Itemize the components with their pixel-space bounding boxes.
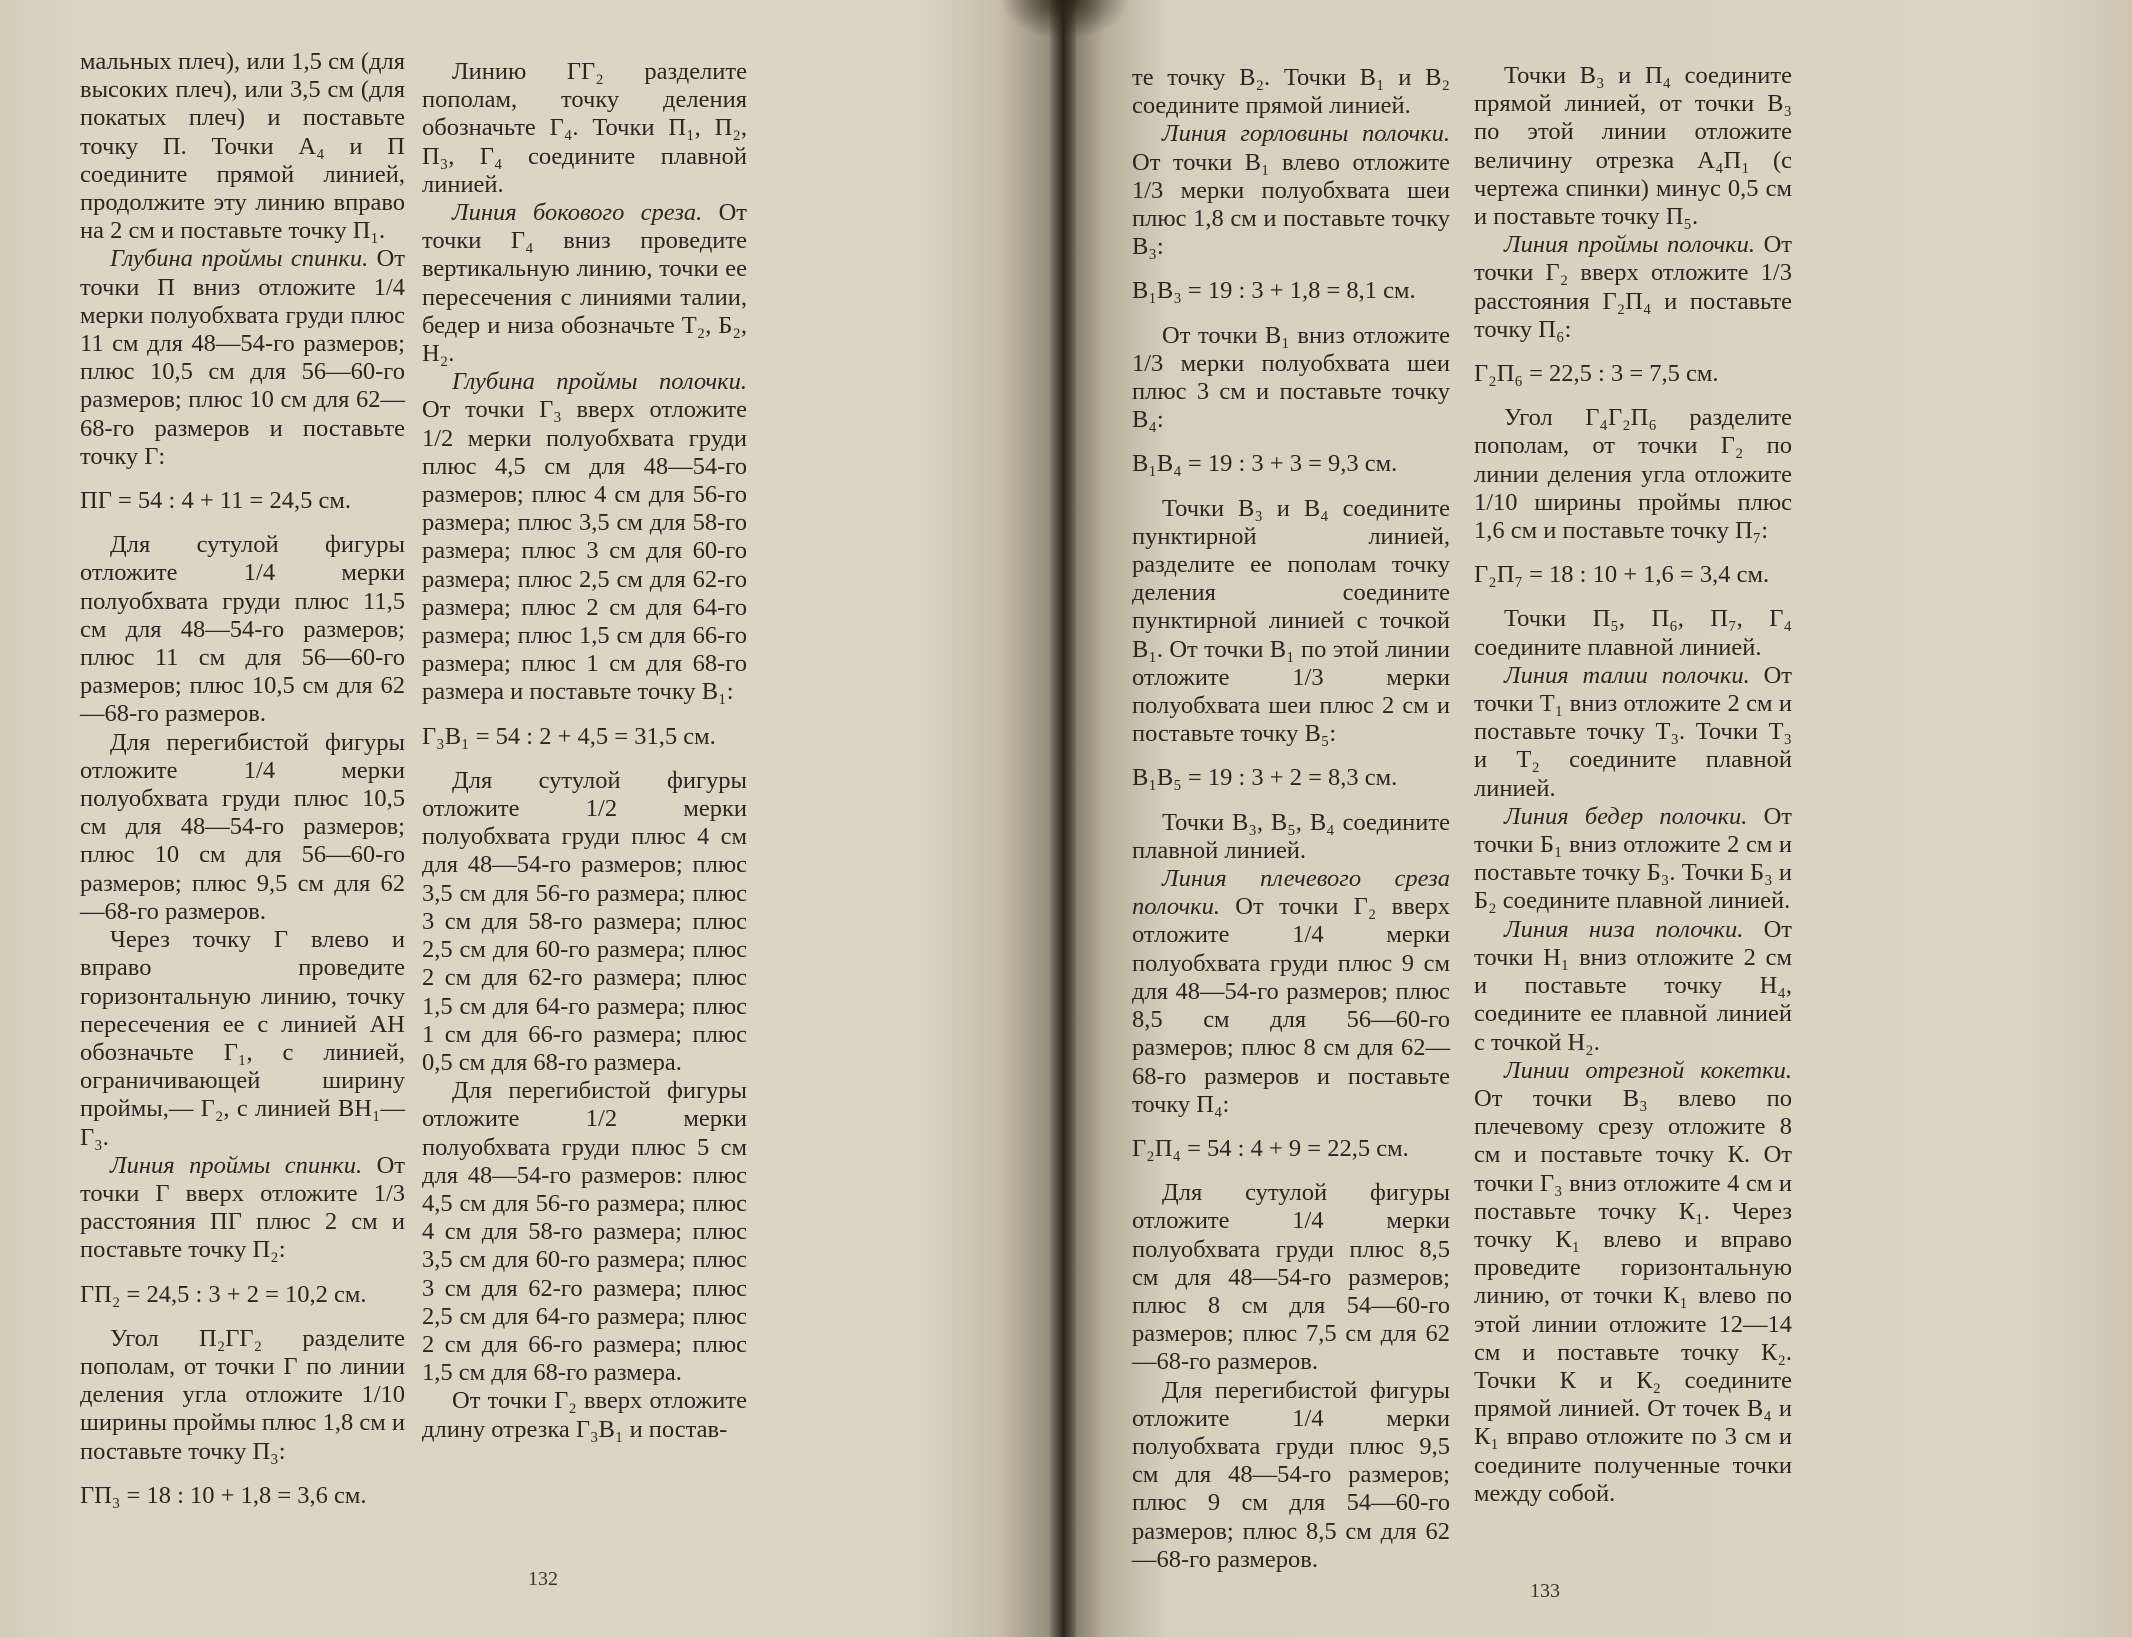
- paragraph: [80, 729, 405, 926]
- paragraph-text: Точки В₃ и П₄ соедините прямой линией, от точки В₃ по этой линии отложите величину отрезка А₄П₁ (с чертежа спинки) минус 0,5 см и поставьте точку П₅.: [1474, 62, 1792, 231]
- paragraph-text: Точки В₃, В₅, В₄ соедините плавной линией.: [1132, 808, 1450, 864]
- paragraph: [1474, 916, 1792, 1057]
- formula-line: Г₃В₁ = 54 : 2 + 4,5 = 31,5 см.: [422, 722, 716, 750]
- paragraph-text: От точки Т₁ вниз отложите 2 см и поставьте точку Т₃. Точки Т₃ и Т₂ соедините плавной линией.: [1474, 661, 1792, 802]
- paragraph-text: Для перегибистой фигуры отложите 1/4 мерки полуобхвата груди плюс 9,5 см для 48—54-го размеров; плюс 9 см для 54—60-го размеров; плюс 8,5 см для 62—68-го размеров.: [1132, 1376, 1450, 1573]
- paragraph: [80, 245, 405, 471]
- paragraph: [1474, 662, 1792, 803]
- paragraph: [1474, 62, 1792, 231]
- paragraph-text: От точки П вниз отложите 1/4 мерки полуобхвата груди плюс 11 см для 48—54-го размеров; плюс 10,5 см для 56—60-го размеров; плюс 10 см для 62—68-го размеров и поставьте точку Г:: [80, 245, 406, 470]
- paragraph-continuation: те точку В₂. Точки В₁ и В₂ соедините прямой линией.: [1132, 64, 1450, 120]
- paragraph: [1132, 865, 1450, 1119]
- paragraph-text: От точки Г₄ вниз проведите вертикальную линию, точки ее пересечения с линиями талии, бедер и низа обозначьте Т₂, Б₂, Н₂.: [422, 199, 747, 368]
- paragraph-text: От точки Г вверх отложите 1/3 расстояния ПГ плюс 2 см и поставьте точку П₂:: [80, 1151, 405, 1264]
- paragraph-text: От точки Н₁ вниз отложите 2 см и поставьте точку Н₄, соедините ее плавной линией с точкой Н₂.: [1474, 915, 1793, 1056]
- section-heading-inline: Глубина проймы полочки.: [452, 368, 747, 396]
- paragraph-text: Для перегибистой фигуры отложите 1/4 мерки полуобхвата груди плюс 10,5 см для 48—54-го размеров; плюс 10 см для 56—60-го размеров; плюс 9,5 см для 62—68-го размеров.: [80, 728, 405, 925]
- section-heading-inline: Линия плечевого среза полочки.: [1132, 865, 1450, 921]
- paragraph-text: От точки Г₃ вверх отложите 1/2 мерки полуобхвата груди плюс 4,5 см для 48—54-го размеров; плюс 4 см для 56-го размера; плюс 3,5 см для 58-го размера; плюс 3 см для 60-го размера; плюс 2,5 см для 62-го размера; плюс 2 см для 64-го размера; плюс 1,5 см для 66-го размера; плюс 1 см для 68-го размера и поставьте точку В₁:: [422, 396, 747, 706]
- paragraph: [1132, 495, 1450, 749]
- section-heading-inline: Линия низа полочки.: [1504, 915, 1744, 943]
- paragraph: [422, 199, 747, 368]
- section-heading-inline: Линия горловины полочки.: [1162, 120, 1450, 148]
- formula-line: Г₂П₆ = 22,5 : 3 = 7,5 см.: [1474, 360, 1719, 388]
- paragraph-text: Через точку Г влево и вправо проведите горизонтальную линию, точку пересечения ее с линией АН обозначьте Г₁, с линией, ограничивающей ширину проймы,— Г₂, с линией ВН₁—Г₃.: [80, 926, 405, 1151]
- paragraph: [422, 767, 747, 1077]
- page-number-right: 133: [1530, 1580, 1560, 1602]
- section-heading-inline: Линия проймы спинки.: [110, 1151, 363, 1179]
- formula-line: В₁В₅ = 19 : 3 + 2 = 8,3 см.: [1132, 764, 1398, 792]
- formula-line: ГП₂ = 24,5 : 3 + 2 = 10,2 см.: [80, 1280, 367, 1308]
- paragraph: [1474, 605, 1792, 661]
- paragraph: [1132, 120, 1450, 261]
- section-heading-inline: Линия бокового среза.: [452, 199, 703, 227]
- paragraph-text: Для сутулой фигуры отложите 1/4 мерки полуобхвата груди плюс 11,5 см для 48—54-го размеров; плюс 11 см для 56—60-го размеров; плюс 10,5 см для 62—68-го размеров.: [80, 531, 405, 728]
- paragraph-text: От точки В₃ влево по плечевому срезу отложите 8 см и поставьте точку К. От точки Г₃ вниз отложите 4 см и поставьте точку К₁. Через точку К₁ влево и вправо проведите горизонтальную линию, от точки К₁ влево по этой линии отложите 12—14 см и поставьте точку К₂. Точки К и К₂ соедините прямой линией. От точек В₄ и К₁ вправо отложите по 3 см и соедините полученные точки между собой.: [1474, 1084, 1792, 1507]
- formula-line: В₁В₄ = 19 : 3 + 3 = 9,3 см.: [1132, 450, 1398, 478]
- paragraph-text: Линию ГГ₂ разделите пополам, точку деления обозначьте Г₄. Точки П₁, П₂, П₃, Г₄ соедините плавной линией.: [422, 58, 747, 198]
- paragraph-text: Для сутулой фигуры отложите 1/4 мерки полуобхвата груди плюс 8,5 см для 48—54-го размеров; плюс 8 см для 54—60-го размеров; плюс 7,5 см для 62—68-го размеров.: [1132, 1179, 1450, 1376]
- paragraph: [1132, 809, 1450, 865]
- formula-line: В₁В₃ = 19 : 3 + 1,8 = 8,1 см.: [1132, 277, 1416, 305]
- formula-line: ГП₃ = 18 : 10 + 1,8 = 3,6 см.: [80, 1481, 367, 1509]
- section-heading-inline: Линия проймы полочки.: [1504, 231, 1756, 259]
- paragraph-text: Угол Г₄Г₂П₆ разделите пополам, от точки Г₂ по линии деления угла отложите 1/10 ширины проймы плюс 1,6 см и поставьте точку П₇:: [1474, 404, 1792, 545]
- section-heading-inline: Глубина проймы спинки.: [110, 245, 369, 273]
- paragraph: [1132, 1377, 1450, 1574]
- paragraph-text: Для сутулой фигуры отложите 1/2 мерки полуобхвата груди плюс 4 см для 48—54-го размеров; плюс 3,5 см для 56-го размера; плюс 3 см для 58-го размера; плюс 2,5 см для 60-го размера; плюс 2 см для 62-го размера; плюс 1,5 см для 64-го размера; плюс 1 см для 66-го размера; плюс 0,5 см для 68-го размера.: [422, 766, 747, 1076]
- paragraph: [1132, 322, 1450, 435]
- paragraph-text: От точки Б₁ вниз отложите 2 см и поставьте точку Б₃. Точки Б₃ и Б₂ соедините плавной линией.: [1474, 802, 1792, 915]
- paragraph: [1132, 1179, 1450, 1376]
- formula-line: ПГ = 54 : 4 + 11 = 24,5 см.: [80, 487, 351, 515]
- left-page: [0, 0, 1062, 1637]
- paragraph: [1474, 231, 1792, 344]
- paragraph: [1474, 803, 1792, 916]
- paragraph: [422, 368, 747, 706]
- section-heading-inline: Линия талии полочки.: [1504, 661, 1750, 689]
- paragraph: [80, 531, 405, 728]
- book-spine: [1050, 0, 1076, 1637]
- paragraph-text: Для перегибистой фигуры отложите 1/2 мерки полуобхвата груди плюс 5 см для 48—54-го размеров: плюс 4,5 см для 56-го размера; плюс 4 см для 58-го размера; плюс 3,5 см для 60-го размера; плюс 3 см для 62-го размера; плюс 2,5 см для 64-го размера; плюс 2 см для 66-го размера; плюс 1,5 см для 68-го размера.: [422, 1077, 747, 1387]
- paragraph: [80, 1325, 405, 1466]
- paragraph-text: Угол П₂ГГ₂ разделите пополам, от точки Г по линии деления угла отложите 1/10 ширины проймы плюс 1,8 см и поставьте точку П₃:: [80, 1324, 405, 1465]
- paragraph: [422, 1077, 747, 1387]
- paragraph: [80, 926, 405, 1152]
- section-heading-inline: Линии отрезной кокетки.: [1504, 1056, 1792, 1084]
- right-page: [1062, 0, 2132, 1637]
- paragraph: [422, 1387, 747, 1443]
- paragraph: [1474, 1057, 1792, 1508]
- paragraph: [422, 58, 747, 199]
- paragraph-text: От точки Г₂ вверх отложите длину отрезка Г₃В₁ и постав-: [422, 1387, 747, 1443]
- formula-line: Г₂П₄ = 54 : 4 + 9 = 22,5 см.: [1132, 1134, 1409, 1162]
- formula-line: Г₂П₇ = 18 : 10 + 1,6 = 3,4 см.: [1474, 561, 1770, 589]
- right-page-column-1: [1132, 64, 1450, 1574]
- paragraph: [80, 1152, 405, 1265]
- right-page-column-2: [1474, 62, 1792, 1508]
- paragraph-text: От точки Г₂ вверх отложите 1/4 мерки полуобхвата груди плюс 9 см для 48—54-го размеров; плюс 8,5 см для 56—60-го размеров; плюс 8 см для 62—68-го размеров и поставьте точку П₄:: [1132, 893, 1450, 1118]
- paragraph-text: Точки В₃ и В₄ соедините пунктирной линией, разделите ее пополам точку деления соедините пунктирной линией с точкой В₁. От точки В₁ по этой линии отложите 1/3 мерки полуобхвата шеи плюс 2 см и поставьте точку В₅:: [1132, 494, 1450, 748]
- left-page-column-1: [80, 48, 405, 1526]
- paragraph: [1474, 404, 1792, 545]
- paragraph-text: Точки П₅, П₆, П₇, Г₄ соедините плавной линией.: [1474, 605, 1792, 661]
- paragraph-text: От точки В₁ влево отложите 1/3 мерки полуобхвата шеи плюс 1,8 см и поставьте точку В₃:: [1132, 148, 1450, 261]
- left-page-column-2: [422, 58, 747, 1444]
- spine-shadow: [1000, 0, 1130, 40]
- paragraph-text: От точки Г₂ вверх отложите 1/3 расстояния Г₂П₄ и поставьте точку П₆:: [1474, 231, 1793, 343]
- paragraph-text: От точки В₁ вниз отложите 1/3 мерки полуобхвата шеи плюс 3 см и поставьте точку В₄:: [1132, 321, 1450, 434]
- section-heading-inline: Линия бедер полочки.: [1504, 802, 1748, 830]
- page-number-left: 132: [528, 1568, 558, 1590]
- paragraph-continuation: мальных плеч), или 1,5 см (для высоких плеч), или 3,5 см (для покатых плеч) и поставьте точку П. Точки А₄ и П соедините прямой линией, продолжите эту линию вправо на 2 см и поставьте точку П₁.: [80, 48, 405, 245]
